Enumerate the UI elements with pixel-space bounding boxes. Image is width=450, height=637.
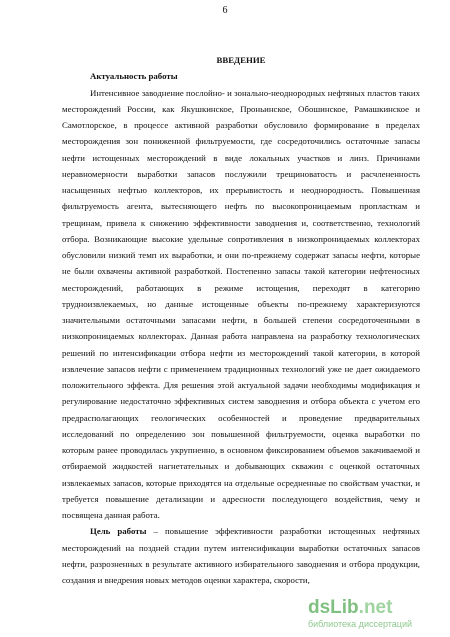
- watermark-logo-main: dsLib: [308, 597, 359, 618]
- goal-label: Цель работы: [90, 526, 147, 537]
- goal-paragraph: [62, 523, 420, 588]
- dslib-watermark: [308, 597, 436, 631]
- watermark-tagline: библиотека диссертаций: [308, 619, 413, 629]
- page-number: 6: [222, 5, 228, 16]
- subsection-heading: Актуальность работы: [90, 71, 178, 82]
- watermark-logo-tld: .net: [358, 597, 393, 618]
- body-paragraph: Интенсивное заводнение послойно- и зонально-неоднородных нефтяных пластов таких месторождений России, как Якушкинское, Проньинское, Обошинское, Рамашкинское и Самотлорское, в процессе активной разработки обусловило формирование в пределах месторождения зон пониженной фильтруемости, где сосредоточились остаточные запасы нефти истощенных месторождений в виде локальных участков и линз. Причинами неравномерности выработки запасов послужили трещиноватость и расчлененность насыщенных нефтью коллекторов, их прерывистость и неоднородность. Повышенная фильтруемость агента, вытесняющего нефть по высокопроницаемым пропласткам и трещинам, привела к снижению эффективности заводнения и, соответственно, технологий отбора. Возникающие высокие удельные сопротивления в низкопроницаемых коллекторах обусловили низкий темп их выработки, и они по-прежнему содержат запасы нефти, которые не были охвачены активной разработкой. Постепенно запасы такой категории нефтеносных месторождений, работающих в режиме истощения, переходят в категорию трудноизвлекаемых, но данные истощенные объекты по-прежнему характеризуются значительными остаточными запасами нефти, в большей степени сосредоточенными в низкопроницаемых коллекторах. Данная работа направлена на разработку технологических решений по интенсификации отбора нефти из месторождений такой категории, в которой извлечение запасов нефти с применением традиционных технологий уже не дает ожидаемого положительного эффекта. Для решения этой актуальной задачи необходимы модификация и регулирование недостаточно эффективных систем заводнения и отбора объекта с учетом его предрасполагающих геологических особенностей и проведение предварительных исследований по определению зон повышенной фильтруемости, оценка выработки по которым ранее проводилась укрупненно, в основном фиксированием объемов закачиваемой и отбираемой жидкостей нагнетательных и добывающих скважин с оценкой остаточных извлекаемых запасов, которые приходятся на отдельные осредненные по свойствам участки, и требуется повышение детализации и адресности последующего воздействия, чему и посвящена данная работа.: [62, 87, 420, 520]
- watermark-logo: [308, 597, 392, 619]
- document-body: [62, 52, 420, 588]
- goal-text: – повышение эффективности разработки истощенных нефтяных месторождений на поздней стадии путем интенсификации выработки остаточных запасов нефти, разрозненных в результате активного избирательного заводнения и отбора продукции, создания и внедрения новых методов оценки характера, скорости,: [62, 526, 420, 585]
- section-heading: ВВЕДЕНИЕ: [216, 55, 266, 65]
